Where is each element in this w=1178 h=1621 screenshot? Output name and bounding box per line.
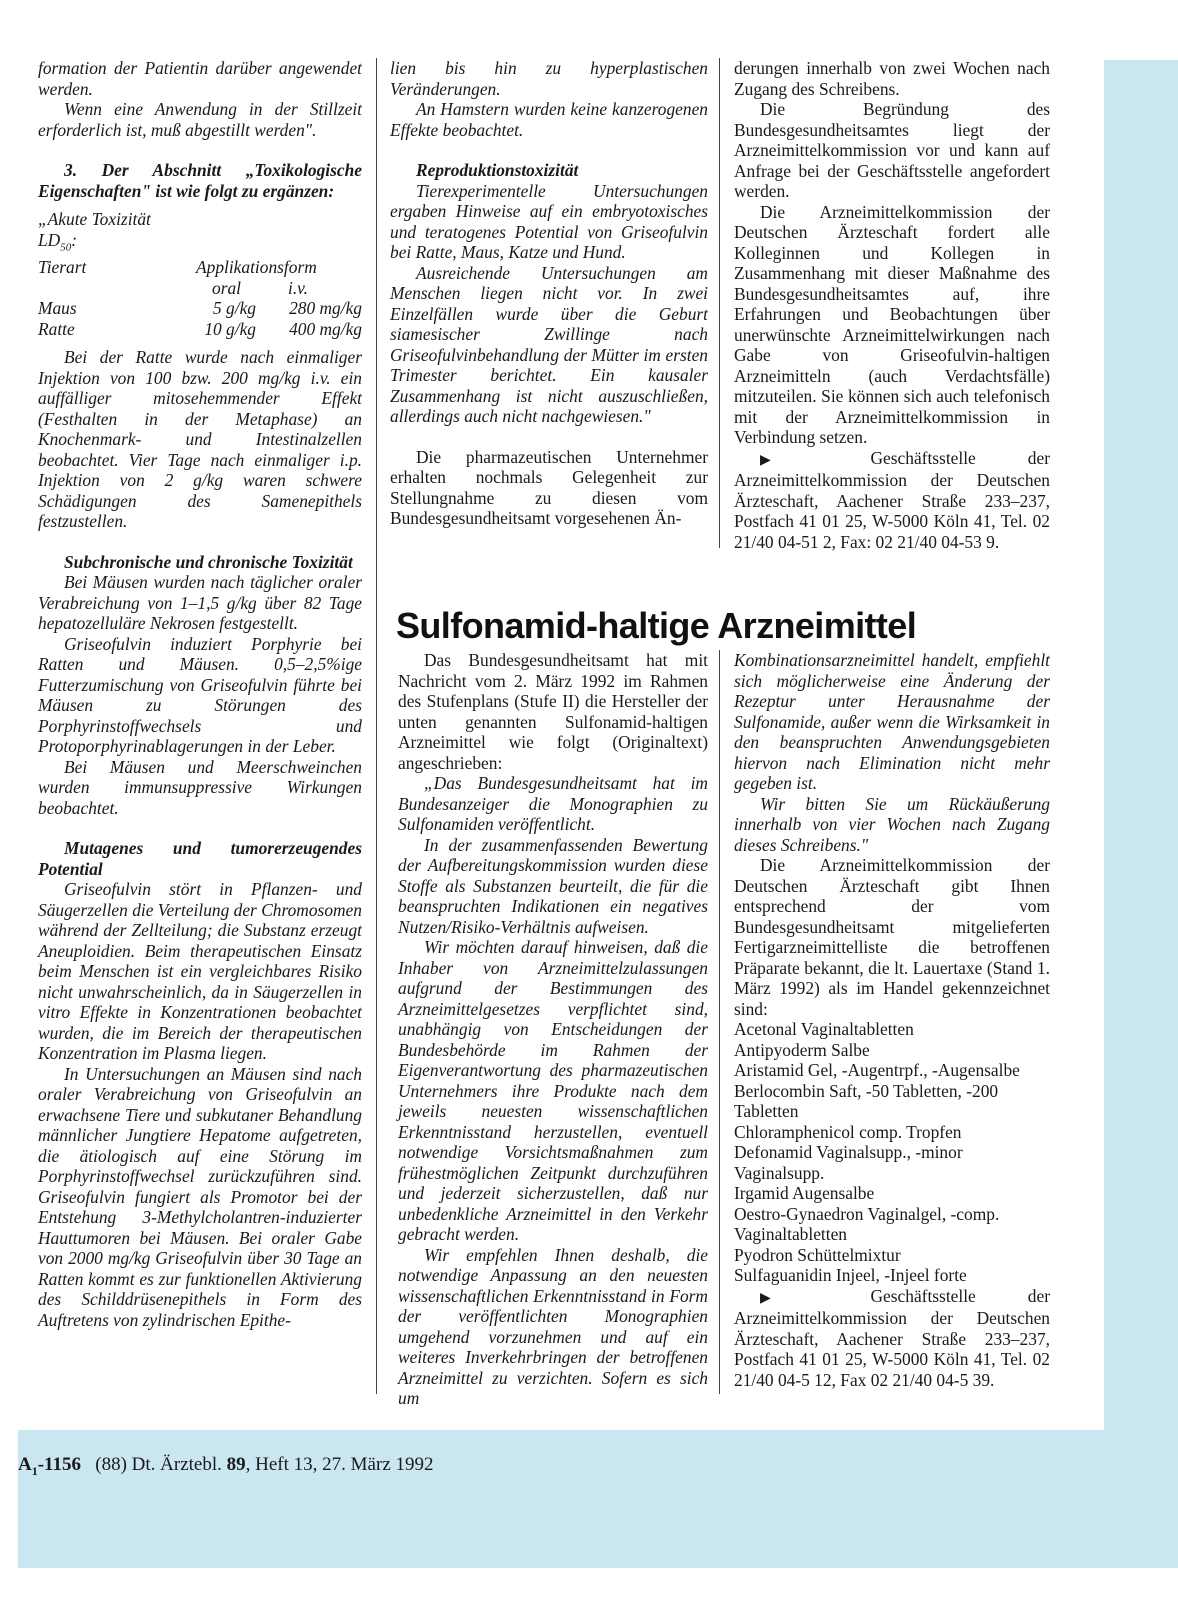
column-1: [38, 58, 362, 1330]
paragraph: Wir möchten darauf hinweisen, daß die Inhaber von Arzneimittelzulassungen aufgrund der Bestimmungen des Arzneimittelgesetzes verpflichtet sind, unabhängig von Entscheidungen der Bundesbehörde im Rahmen der Eigenverantwortung des pharmazeutischen Unternehmers ihre Produkte nach dem jeweils neuesten wissenschaftlichen Erkenntnisstand herzustellen, eventuell notwendige Vorsichtsmaßnahmen zum frühestmöglichen Zeitpunkt durchzuführen und jederzeit sicherzustellen, daß nur unbedenkliche Arzneimittel in den Verkehr gebracht werden.: [398, 937, 708, 1244]
section-heading: Mutagenes und tumorerzeugendes Potential: [38, 838, 362, 879]
paragraph: Bei der Ratte wurde nach einmaliger Injektion von 100 bzw. 200 mg/kg i.v. ein auffälliger mitosehemmender Effekt (Festhalten in der Metaphase) an Knochenmark- und Intestinalzellen beobachtet. Vier Tage nach einmaliger i.p. Injektion von 2 g/kg waren schwere Schädigungen des Samenepithels festzustellen.: [38, 347, 362, 532]
list-item: Oestro-Gynaedron Vaginalgel, -comp. Vaginaltabletten: [734, 1203, 1000, 1244]
decorative-band-right: [1104, 60, 1178, 1568]
paragraph: „Das Bundesgesundheitsamt hat im Bundesanzeiger die Monographien zu Sulfonamiden veröffentlicht.: [398, 773, 708, 834]
paragraph: Wir bitten Sie um Rückäußerung innerhalb von vier Wochen nach Zugang dieses Schreibens.": [734, 793, 1050, 855]
paragraph: Wir empfehlen Ihnen deshalb, die notwendige Anpassung an den neuesten wissenschaftlichen Erkenntnisstand in Form der veröffentlichten Monographien umgehend vorzunehmen und auf ein weiteres Inverkehrbringen der betroffenen Arzneimittel zu verzichten. Sofern es sich um: [398, 1244, 708, 1408]
paragraph: Bei Mäusen und Meerschweinchen wurden immunsuppressive Wirkungen beobachtet.: [38, 756, 362, 818]
paragraph: Wenn eine Anwendung in der Stillzeit erforderlich ist, muß abgestillt werden".: [38, 99, 362, 140]
table-cell: 5 g/kg: [213, 298, 256, 319]
list-item: Irgamid Augensalbe: [734, 1183, 875, 1203]
page-number: (88): [95, 1454, 127, 1475]
paragraph: An Hamstern wurden keine kanzerogenen Effekte beobachtet.: [390, 99, 708, 140]
issue-date: , Heft 13, 27. März 1992: [245, 1454, 434, 1475]
column-3: [734, 58, 1050, 552]
paragraph: In der zusammenfassenden Bewertung der Aufbereitungskommission wurden diese Stoffe als Substanzen beurteilt, die für die beanspruchten Indikationen ein negatives Nutzen/Risiko-Verhältnis aufweisen.: [398, 834, 708, 937]
list-item: Pyodron Schüttelmixtur: [734, 1244, 901, 1265]
section-heading: Reproduktionstoxizität: [416, 160, 579, 180]
article2-right-column: [734, 650, 1050, 1390]
table-header: Applikationsform: [196, 257, 317, 278]
paragraph: Die Arzneimittelkommission der Deutschen Ärzteschaft gibt Ihnen entsprechend der vom Bundesgesundheitsamt mitgelieferten Fertigarzneimittelliste die betroffenen Präparate bekannt, die lt. Lauertaxe (Stand 1. März 1992) als im Handel gekennzeichnet sind:: [734, 855, 1050, 1019]
list-item: Antipyoderm Salbe: [734, 1039, 870, 1060]
table-row: [38, 319, 362, 340]
paragraph: Ausreichende Untersuchungen am Menschen liegen nicht vor. In zwei Einzelfällen wurde über die Geburt siamesischer Zwillinge nach Griseofulvinbehandlung der Mütter im ersten Trimester berichtet. Ein kausaler Zusammenhang ist nicht auszuschließen, allerdings auch nicht nachgewiesen.": [390, 262, 708, 426]
paragraph: Das Bundesgesundheitsamt hat mit Nachricht vom 2. März 1992 im Rahmen des Stufenplans (Stufe II) die Hersteller der unten genannten Sulfonamid-haltigen Arzneimittel wie folgt (Originaltext) angeschrieben:: [398, 650, 708, 773]
contact-info: ▶ Geschäftsstelle der Arzneimittelkommission der Deutschen Ärzteschaft, Aachener Straße 233–237, Postfach 41 01 25, W-5000 Köln 41, Tel. 02 21/40 04-51 2, Fax: 02 21/40 04-53 9.: [734, 447, 1050, 552]
column-2: [390, 58, 708, 529]
table-cell: 10 g/kg: [204, 318, 256, 339]
paragraph: Bei Mäusen wurden nach täglicher oraler Verabreichung von 1–1,5 g/kg über 82 Tage hepatozelluläre Nekrosen festgestellt.: [38, 572, 362, 634]
list-item: Aristamid Gel, -Augentrpf., -Augensalbe: [734, 1060, 1020, 1080]
section-heading: Subchronische und chronische Toxizität: [64, 551, 353, 572]
paragraph: Griseofulvin stört in Pflanzen- und Säugerzellen die Verteilung der Chromosomen während der Zellteilung; die Substanz erzeugt Aneuploidien. Beim therapeutischen Einsatz beim Menschen ist ein vergleichbares Risiko nicht unwahrscheinlich, da in Säugerzellen in vitro Effekte in Konzentrationen beobachtet wurden, die im Bereich der therapeutischen Konzentration im Plasma liegen.: [38, 879, 362, 1064]
decorative-band-bottom: [18, 1430, 1178, 1568]
journal-name: Dt. Ärztebl.: [131, 1454, 222, 1475]
article2-left-column: [398, 650, 708, 1409]
list-item: Chloramphenicol comp. Tropfen: [734, 1121, 962, 1142]
paragraph: In Untersuchungen an Mäusen sind nach oraler Verabreichung von Griseofulvin an erwachsene Tiere und subkutaner Behandlung männlicher Jungtiere Hepatome aufgetreten, die ätiologisch auf eine Störung im Porphyrinstoffwechsel zurückzuführen sind. Griseofulvin fungiert als Promotor bei der Entstehung 3-Methylcholantren-induzierter Hauttumoren bei Mäusen. Bei oraler Gabe von 2000 mg/kg Griseofulvin über 30 Tage an Ratten kommt es zur funktionellen Aktivierung des Schilddrüsenepithels in Form des Auftretens von zylindrischen Epithe-: [38, 1063, 362, 1330]
table-header: i.v.: [288, 277, 308, 298]
paragraph: lien bis hin zu hyperplastischen Veränderungen.: [390, 58, 708, 99]
acute-toxicity-label: „Akute Toxizität: [38, 209, 151, 229]
paragraph: formation der Patientin darüber angewendet werden.: [38, 58, 362, 99]
toxicity-table: [38, 257, 362, 339]
column-divider: [376, 58, 377, 1394]
column-divider: [719, 58, 720, 548]
column-divider: [719, 650, 720, 1394]
table-header: Tierart: [38, 257, 87, 278]
table-cell: Ratte: [38, 318, 75, 339]
page-code: $A_1-1156$: [18, 1454, 82, 1478]
list-item: Defonamid Vaginalsupp., -minor Vaginalsupp.: [734, 1142, 963, 1183]
article-title: Sulfonamid-haltige Arzneimittel: [396, 605, 917, 646]
paragraph: derungen innerhalb von zwei Wochen nach Zugang des Schreibens.: [734, 58, 1050, 99]
list-item: Sulfaguanidin Injeel, -Injeel forte: [734, 1265, 967, 1285]
paragraph: Die Begründung des Bundesgesundheitsamtes liegt der Arzneimittelkommission vor und kann auf Anfrage bei der Geschäftsstelle angefordert werden.: [734, 99, 1050, 201]
paragraph: Tierexperimentelle Untersuchungen ergaben Hinweise auf ein embryotoxisches und teratogenes Potential von Griseofulvin bei Ratte, Maus, Katze und Hund.: [390, 180, 708, 262]
right-triangle-icon: ▶: [760, 451, 819, 468]
contact-info: ▶ Geschäftsstelle der Arzneimittelkommission der Deutschen Ärzteschaft, Aachener Straße 233–237, Postfach 41 01 25, W-5000 Köln 41, Tel. 02 21/40 04-5 12, Fax 02 21/40 04-5 39.: [734, 1285, 1050, 1390]
paragraph: Die pharmazeutischen Unternehmer erhalten nochmals Gelegenheit zur Stellungnahme zu diesen vom Bundesgesundheitsamt vorgesehenen Än-: [390, 446, 708, 528]
right-triangle-icon: ▶: [760, 1289, 819, 1306]
paragraph: Kombinationsarzneimittel handelt, empfiehlt sich möglicherweise eine Änderung der Rezeptur unter Herausnahme der Sulfonamide, außer wenn die Wirksamkeit in den beanspruchten Anwendungsgebieten hiervon nach Elimination nicht mehr gegeben ist.: [734, 650, 1050, 793]
ld50-label: $LD_{50}$:: [38, 229, 78, 253]
table-header: oral: [212, 277, 241, 298]
table-cell: 400 mg/kg: [289, 318, 362, 339]
product-list: [734, 1019, 1050, 1286]
list-item: Acetonal Vaginaltabletten: [734, 1019, 914, 1039]
table-cell: Maus: [38, 298, 77, 319]
paragraph: Die Arzneimittelkommission der Deutschen Ärzteschaft fordert alle Kolleginnen und Kollegen in Zusammenhang mit dieser Maßnahme des Bundesgesundheitsamtes auf, ihre Erfahrungen und Beobachtungen über unerwünschte Arzneimittelwirkungen nach Gabe von Griseofulvin-haltigen Arzneimitteln (auch Verdachtsfälle) mitzuteilen. Sie können sich auch telefonisch mit der Arzneimittelkommission in Verbindung setzen.: [734, 201, 1050, 447]
section-heading: 3. Der Abschnitt „Toxikologische Eigenschaften" ist wie folgt zu ergänzen:: [38, 160, 362, 201]
list-item: Berlocombin Saft, -50 Tabletten, -200 Tabletten: [734, 1080, 999, 1121]
table-cell: 280 mg/kg: [289, 298, 362, 319]
paragraph: Griseofulvin induziert Porphyrie bei Ratten und Mäusen. 0,5–2,5%ige Futterzumischung von Griseofulvin führte bei Mäusen zu Störungen des Porphyrinstoffwechsels und Protoporphyrinablagerungen in der Leber.: [38, 633, 362, 757]
volume: 89: [226, 1454, 246, 1475]
table-row: [38, 298, 362, 319]
page-footer: [18, 1454, 434, 1479]
